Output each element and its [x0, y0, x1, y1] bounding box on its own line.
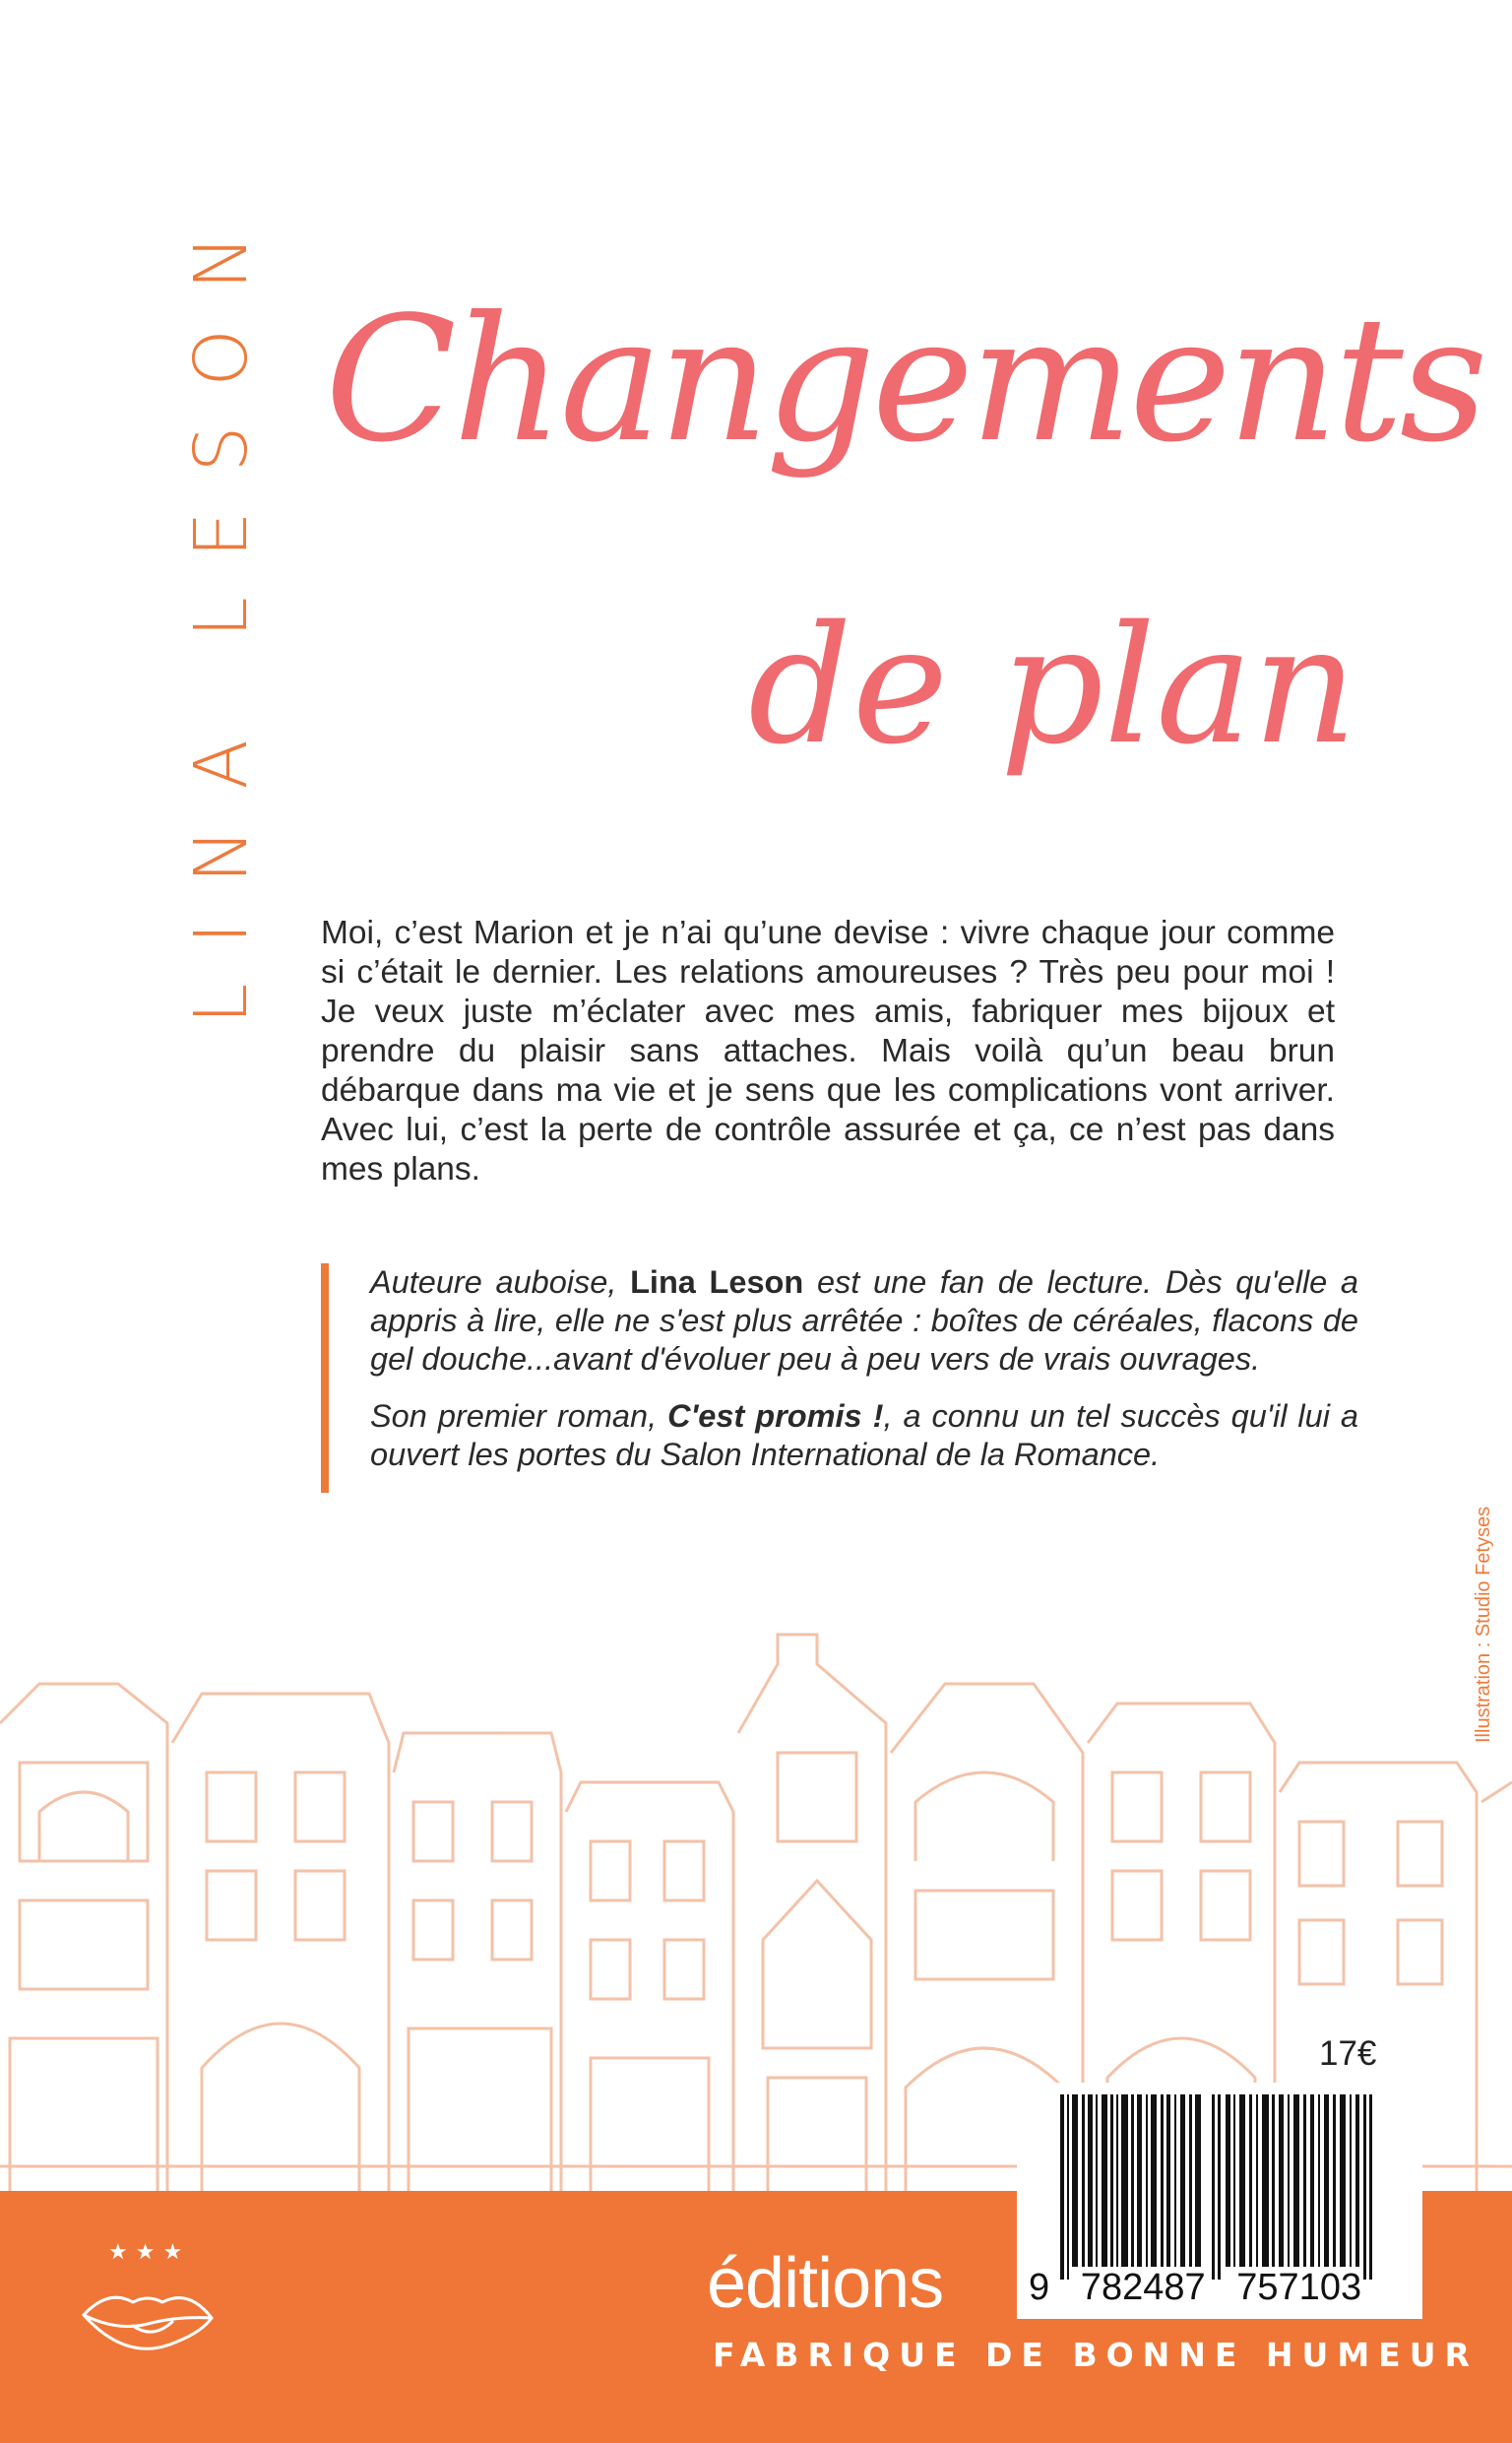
author-bio [321, 1263, 1358, 1493]
isbn-digits: 9 782487 757103 [1029, 2267, 1362, 2308]
author-bio-paragraph-2: Son premier roman, C'est promis !, a connu un tel succès qu'il lui a ouvert les portes du Salon International de la Romance. [370, 1398, 1358, 1472]
lips-logo-icon [79, 2281, 217, 2359]
back-cover-blurb: Moi, c’est Marion et je n’ai qu’une devise : vivre chaque jour comme si c’était le dernier. Les relations amoureuses ? Très peu pour moi ! Je veux juste m’éclater avec mes amis, fabriquer mes bijoux et prendre du plaisir sans attaches. Mais voilà qu’un beau brun débarque dans ma vie et je sens que les complications vont arriver. Avec lui, c’est la perte de contrôle assurée et ça, ce n’est pas dans mes plans. [321, 915, 1335, 1188]
price: 17€ [1319, 2034, 1377, 2073]
author-bio-book-title: C'est promis ! [667, 1398, 884, 1434]
author-name-text: LINA LESON [179, 195, 264, 1024]
rating-stars-icon: ★★★ [108, 2239, 191, 2264]
book-title-line-1: Changements [325, 281, 1484, 481]
book-title-line-2: de plan [748, 591, 1357, 780]
publisher-logo: éditions [707, 2244, 944, 2323]
publisher-tagline: FABRIQUE DE BONNE HUMEUR [713, 2336, 1479, 2374]
illustration-credit-text: Illustration : Studio Fetyses [1473, 1506, 1494, 1743]
author-bio-name: Lina Leson [630, 1264, 804, 1300]
author-bio-paragraph-1: Auteure auboise, Lina Leson est une fan de lecture. Dès qu'elle a appris à lire, elle ne s'est plus arrêtée : boîtes de céréales, flacons de gel douche...avant d'évoluer peu à peu vers de vrais ouvrages. [370, 1264, 1358, 1377]
